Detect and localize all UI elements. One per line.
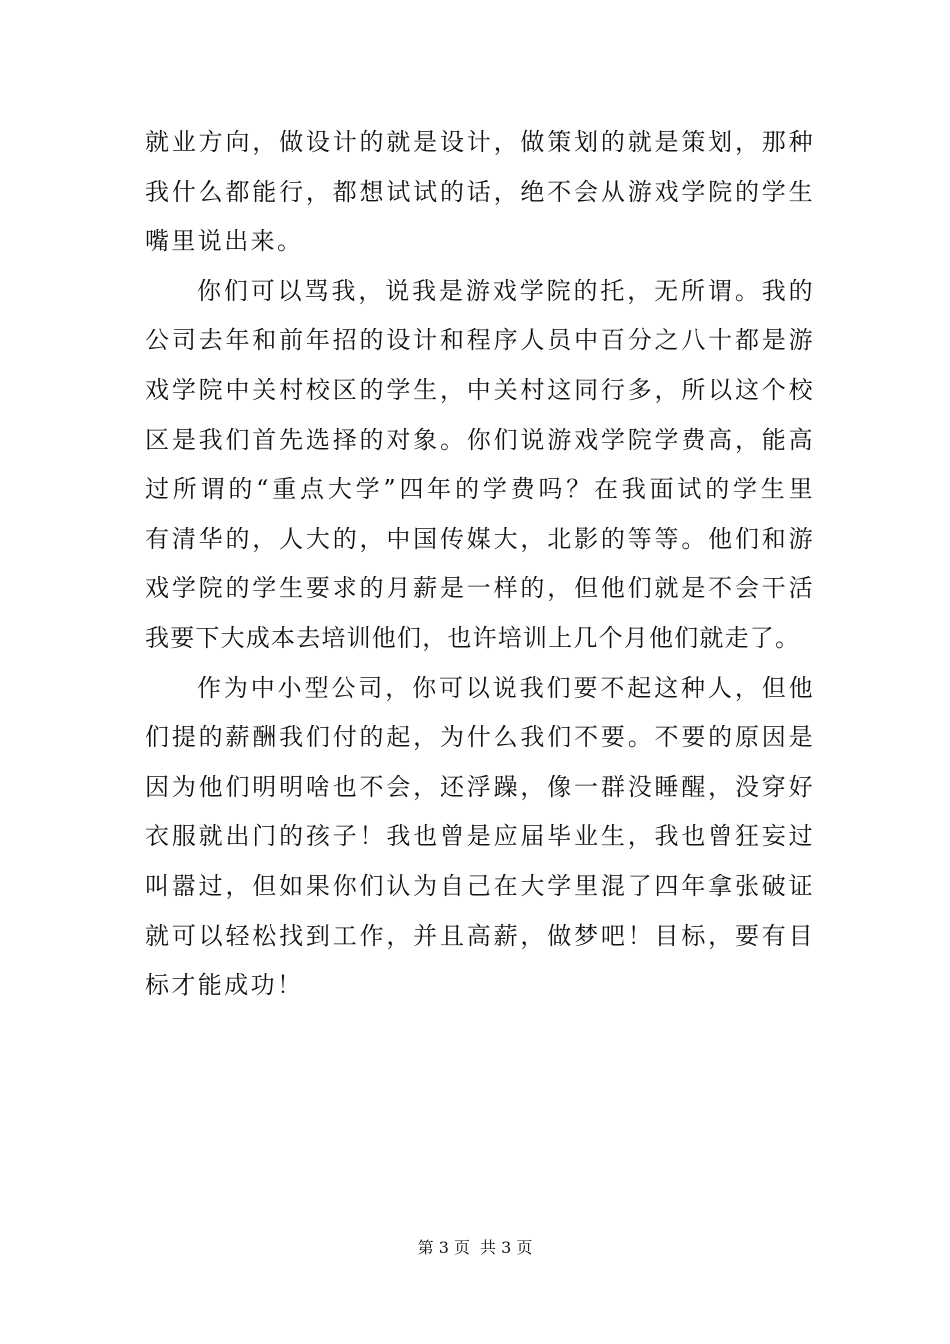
- paragraph-3-line-5: 叫嚣过，但如果你们认为自己在大学里混了四年拿张破证: [145, 871, 815, 900]
- page-number-label: 第 3 页: [417, 1238, 470, 1257]
- paragraph-2-line-5: 过所谓的“重点大学”四年的学费吗？在我面试的学生里: [145, 475, 815, 504]
- paragraph-2-line-6: 有清华的，人大的，中国传媒大，北影的等等。他们和游: [145, 524, 815, 553]
- paragraph-2-line-4: 区是我们首先选择的对象。你们说游戏学院学费高，能高: [145, 425, 815, 454]
- paragraph-3-line-4: 衣服就出门的孩子！我也曾是应届毕业生，我也曾狂妄过: [145, 822, 815, 851]
- paragraph-3-line-6: 就可以轻松找到工作，并且高薪，做梦吧！目标，要有目: [145, 921, 815, 950]
- paragraph-3-line-7: 标才能成功！: [145, 971, 304, 1000]
- page-footer: [0, 1238, 950, 1258]
- paragraph-2-line-2: 公司去年和前年招的设计和程序人员中百分之八十都是游: [145, 326, 815, 355]
- body-text: [145, 118, 815, 1011]
- paragraph-1-line-2: 我什么都能行，都想试试的话，绝不会从游戏学院的学生: [145, 177, 815, 206]
- paragraph-2-line-8: 我要下大成本去培训他们，也许培训上几个月他们就走了。: [145, 623, 801, 652]
- paragraph-2-line-3: 戏学院中关村校区的学生，中关村这同行多，所以这个校: [145, 375, 815, 404]
- paragraph-2-line-1: 你们可以骂我，说我是游戏学院的托，无所谓。我的: [197, 276, 815, 305]
- paragraph-3-line-2: 们提的薪酬我们付的起，为什么我们不要。不要的原因是: [145, 723, 815, 752]
- paragraph-1-line-3: 嘴里说出来。: [145, 227, 304, 256]
- paragraph-3-line-1: 作为中小型公司，你可以说我们要不起这种人，但他: [197, 673, 815, 702]
- paragraph-2-line-7: 戏学院的学生要求的月薪是一样的，但他们就是不会干活: [145, 574, 815, 603]
- paragraph-3-line-3: 因为他们明明啥也不会，还浮躁，像一群没睡醒，没穿好: [145, 772, 815, 801]
- paragraph-1-line-1: 就业方向，做设计的就是设计，做策划的就是策划，那种: [145, 128, 815, 156]
- page-total-label: 共 3 页: [480, 1238, 533, 1257]
